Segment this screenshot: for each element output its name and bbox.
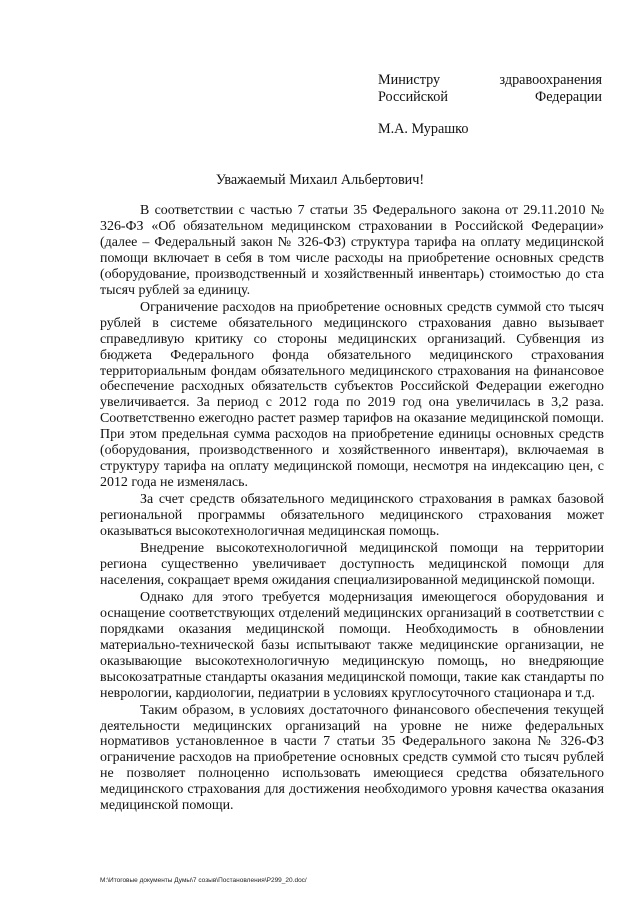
salutation: Уважаемый Михаил Альбертович! [215, 172, 425, 188]
paragraph-accessibility: Внедрение высокотехнологичной медицинской помощи на территории региона существенно увеличивает доступность медицинской помощи для населения, сокращает время ожидания специализированной медицинской помощи. [100, 541, 604, 588]
paragraph-legal-basis: В соответствии с частью 7 статьи 35 Федерального закона от 29.11.2010 № 326-ФЗ «Об обязательном медицинском страховании в Российской Федерации» (далее – Федеральный закон № 326-ФЗ) структура тарифа на оплату медицинской помощи включает в себя в том числе расходы на приобретение основных средств (оборудование, производственный и хозяйственный инвентарь) стоимостью до ста тысяч рублей за единицу. [100, 203, 604, 298]
addressee-line-2 [378, 89, 602, 106]
paragraph-conclusion: Таким образом, в условиях достаточного финансового обеспечения текущей деятельности медицинских организаций на уровне не ниже федеральных нормативов установленное в части 7 статьи 35 Федерального закона № 326-ФЗ ограничение расходов на приобретение основных средств суммой сто тысяч рублей не позволяет полноценно использовать имеющиеся средства обязательного медицинского страхования для достижения необходимого уровня качества оказания медицинской помощи. [100, 702, 604, 814]
addressee-federation-word: Федерации [534, 89, 602, 105]
addressee-country-word: Российской [378, 89, 448, 105]
recipient-name: М.А. Мурашко [378, 121, 469, 137]
paragraph-expense-limit: Ограничение расходов на приобретение основных средств суммой сто тысяч рублей в системе обязательного медицинского страхования давно вызывает справедливую критику со стороны медицинских организаций. Субвенция из бюджета Федерального фонда обязательного медицинского страхования территориальным фондам обязательного медицинского страхования на финансовое обеспечение расходных обязательств субъектов Российской Федерации ежегодно увеличивается. За период с 2012 года по 2019 год она увеличилась в 3,2 раза. Соответственно ежегодно растет размер тарифов на оказание медицинской помощи. При этом предельная сумма расходов на приобретение единицы основных средств (оборудования, производственного и хозяйственного инвентаря), включаемая в структуру тарифа на оплату медицинской помощи, несмотря на индексацию цен, с 2012 года не изменялась. [100, 299, 604, 491]
addressee-title-word: Министру [378, 72, 441, 88]
paragraph-modernization: Однако для этого требуется модернизация имеющегося оборудования и оснащение соответствующих отделений медицинских организаций в соответствии с порядками оказания медицинской помощи. Необходимость в обновлении материально-технической базы испытывают также медицинские организации, не оказывающие высокотехнологичную медицинскую помощь, но внедряющие высокозатратные стандарты оказания медицинской помощи, такие как стандарты по неврологии, кардиологии, педиатрии в условиях круглосуточного стационара и т.д. [100, 589, 604, 701]
footer-file-path: M:\Итоговые документы Думы\7 созыв\Постановления\P299_20.doc/ [100, 877, 307, 884]
addressee-block [378, 72, 602, 106]
addressee-line-1 [378, 72, 602, 89]
letter-body [100, 203, 604, 815]
addressee-ministry-word: здравоохранения [499, 72, 602, 88]
paragraph-high-tech-care: За счет средств обязательного медицинского страхования в рамках базовой региональной программы обязательного медицинского страхования может оказываться высокотехнологичная медицинская помощь. [100, 492, 604, 540]
